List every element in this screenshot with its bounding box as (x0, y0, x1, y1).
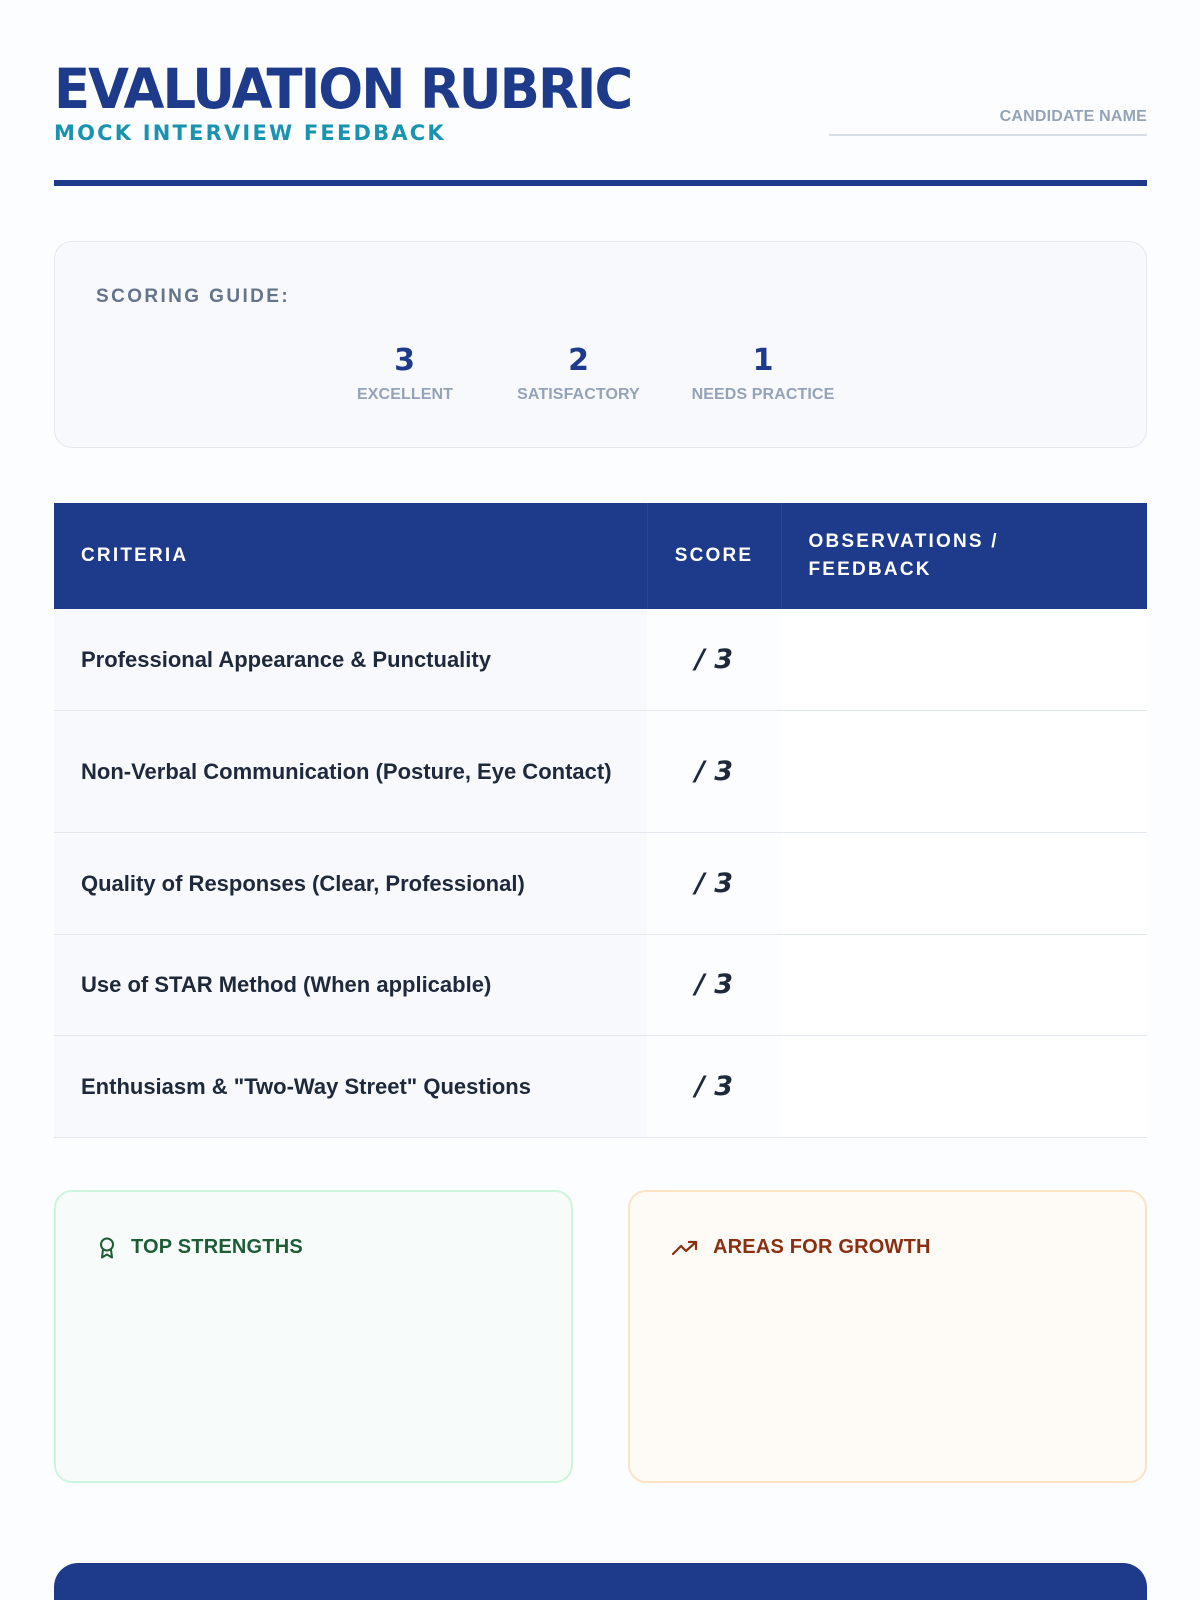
award-icon (98, 1237, 116, 1259)
criteria-cell: Use of STAR Method (When applicable) (54, 934, 647, 1035)
header (54, 58, 1147, 188)
scoring-guide-label: SCORING GUIDE: (96, 286, 291, 307)
guide-score: 2 (568, 343, 589, 378)
guide-score: 3 (394, 343, 415, 378)
criteria-cell: Enthusiasm & "Two-Way Street" Questions (54, 1035, 647, 1137)
score-cell[interactable]: / 3 (647, 832, 781, 934)
observations-cell[interactable] (781, 832, 1147, 934)
criteria-cell: Professional Appearance & Punctuality (54, 609, 647, 710)
scoring-guide (54, 241, 1147, 448)
trending-up-icon (672, 1240, 698, 1256)
observations-cell[interactable] (781, 934, 1147, 1035)
observations-cell[interactable] (781, 710, 1147, 832)
areas-for-growth-box[interactable] (628, 1190, 1147, 1483)
guide-label: SATISFACTORY (517, 386, 640, 403)
areas-for-growth-header (672, 1236, 931, 1259)
table-row (54, 609, 1147, 710)
header-divider (54, 180, 1147, 186)
column-header-observations: OBSERVATIONS / FEEDBACK (781, 503, 1147, 609)
score-cell[interactable]: / 3 (647, 934, 781, 1035)
table-header-row (54, 503, 1147, 609)
observations-cell[interactable] (781, 1035, 1147, 1137)
top-strengths-label: TOP STRENGTHS (131, 1236, 303, 1258)
guide-label: NEEDS PRACTICE (691, 386, 835, 403)
top-strengths-header (98, 1236, 303, 1259)
score-cell[interactable]: / 3 (647, 1035, 781, 1137)
score-cell[interactable]: / 3 (647, 710, 781, 832)
table-row (54, 1035, 1147, 1137)
table-row (54, 832, 1147, 934)
top-strengths-box[interactable] (54, 1190, 573, 1483)
rubric-table (54, 503, 1147, 1138)
observations-cell[interactable] (781, 609, 1147, 710)
guide-item-satisfactory (511, 342, 646, 404)
guide-item-excellent (357, 342, 452, 404)
footer-bar (54, 1563, 1147, 1600)
candidate-name-field[interactable]: CANDIDATE NAME (829, 108, 1147, 136)
page-subtitle: MOCK INTERVIEW FEEDBACK (54, 121, 446, 145)
criteria-cell: Quality of Responses (Clear, Professional) (54, 832, 647, 934)
table-row (54, 934, 1147, 1035)
score-cell[interactable]: / 3 (647, 609, 781, 710)
column-header-criteria: CRITERIA (54, 503, 647, 609)
table-row (54, 710, 1147, 832)
page-title: EVALUATION RUBRIC (54, 57, 632, 121)
guide-item-needs-practice (688, 342, 838, 404)
guide-score: 1 (752, 343, 774, 378)
areas-for-growth-label: AREAS FOR GROWTH (713, 1236, 931, 1258)
column-header-score: SCORE (647, 503, 781, 609)
guide-label: EXCELLENT (357, 386, 454, 403)
criteria-cell: Non-Verbal Communication (Posture, Eye Contact) (54, 710, 647, 832)
